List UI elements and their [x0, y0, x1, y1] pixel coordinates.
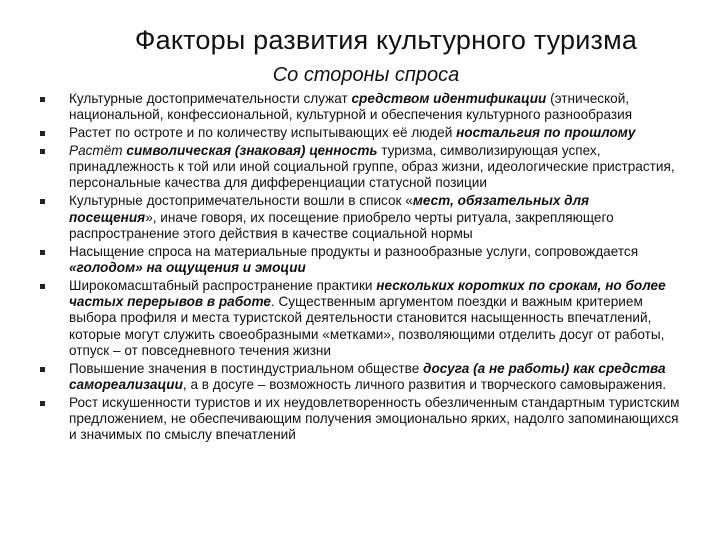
bullet-emphasis: средством идентификации: [351, 91, 547, 106]
bullet-marker: [40, 401, 45, 406]
bullet-text: Культурные достопримечательности служат: [69, 91, 352, 106]
bullet-item: [40, 395, 680, 444]
bullet-marker: [40, 250, 45, 255]
bullet-text: Культурные достопримечательности вошли в список «: [69, 193, 413, 209]
bullet-emphasis: символическая (знаковая) ценность: [126, 142, 378, 158]
bullet-text: Широкомасштабный распространение практики: [69, 277, 377, 293]
bullet-item: [40, 193, 680, 242]
bullet-emphasis: ностальгия по прошлому: [456, 125, 636, 141]
bullet-marker: [40, 131, 45, 136]
bullet-emphasis: «голодом» на ощущения и эмоции: [69, 259, 306, 275]
bullet-emphasis: мест, обязательных для посещения: [69, 193, 590, 225]
bullet-item: [40, 361, 680, 394]
bullet-marker: [40, 97, 45, 102]
bullet-emphasis-wrap: [69, 260, 306, 275]
bullet-emphasis-wrap: [456, 125, 635, 140]
bullet-text: Повышение значения в постиндустриальном обществе: [69, 360, 424, 376]
bullet-item: [40, 125, 680, 141]
bullet-marker: [40, 284, 45, 289]
bullet-text: . Существенным аргументом поездки и важным критерием выбора профиля и места туристской деятельности становится насыщенность впечатлений, которые могут служить своеобразными «метками», позволяющими отделить досуг от работы, отпуск – от повседневного течения жизни: [69, 294, 665, 358]
bullet-text: », иначе говоря, их посещение приобрело черты ритуала, закрепляющего распространение этого действия в качестве социальной нормы: [69, 209, 614, 241]
bullet-text: Растет по остроте и по количеству испытывающих её людей: [69, 125, 457, 141]
bullet-text: Насыщение спроса на материальные продукты и разнообразные услуги, сопровождается: [69, 243, 639, 259]
bullet-list: [40, 91, 680, 445]
bullet-marker: [40, 149, 45, 154]
bullet-italic-text: Растёт: [69, 142, 127, 158]
bullet-marker: [40, 367, 45, 372]
bullet-emphasis-wrap: [352, 91, 547, 106]
slide-title-text: Факторы развития культурного туризма: [134, 25, 638, 55]
bullet-item: [40, 244, 680, 277]
bullet-emphasis-wrap: [126, 143, 377, 158]
bullet-text: (этнической, национальной, конфессиональной, культурной и обеспечения культурного разнообразия: [69, 91, 633, 123]
bullet-item: [40, 91, 680, 124]
bullet-item: [40, 143, 680, 192]
bullet-text: , а в досуге – возможность личного развития и творческого самовыражения.: [182, 377, 667, 393]
bullet-marker: [40, 199, 45, 204]
bullet-text: Рост искушенности туристов и их неудовлетворенность обезличенным стандартным туристским предложением, не обеспечивающим получения эмоционально ярких, надолго запоминающихся и значимых по смыслу впечатлений: [69, 394, 680, 443]
bullet-emphasis: досуга (а не работы) как средства самореализации: [69, 360, 666, 393]
slide-title: [0, 24, 720, 56]
bullet-item: [40, 278, 680, 359]
bullet-emphasis: нескольких коротких по срокам, но более частых перерывов в работе: [69, 277, 666, 310]
bullet-text: туризма, символизирующая успех, принадлежность к той или иной социальной группе, образ жизни, идеологические пристрастия, персональные качества для дифференциации статусной позиции: [69, 142, 675, 191]
slide-subtitle: Со стороны спроса: [272, 64, 460, 86]
